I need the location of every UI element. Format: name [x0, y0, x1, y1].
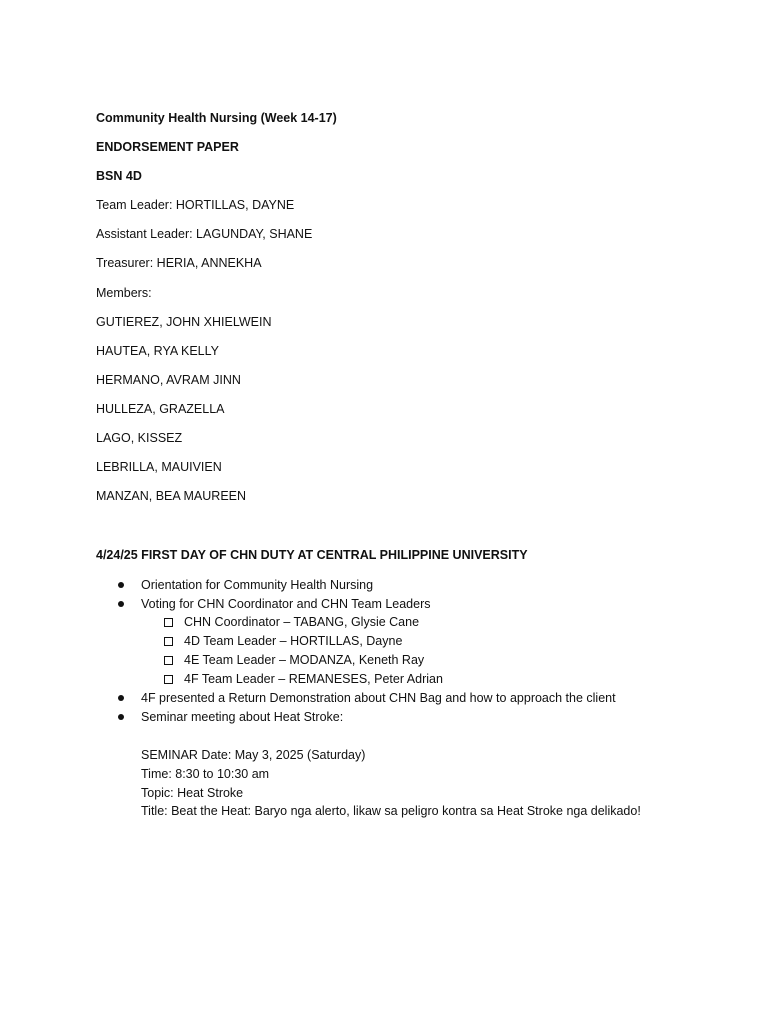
- member-item: HULLEZA, GRAZELLA: [96, 402, 225, 416]
- member-item: MANZAN, BEA MAUREEN: [96, 489, 247, 503]
- checkbox-icon: [164, 618, 173, 627]
- section-label: BSN 4D: [96, 169, 142, 183]
- duty-heading: 4/24/25 FIRST DAY OF CHN DUTY AT CENTRAL PHILIPPINE UNIVERSITY: [96, 548, 528, 562]
- member-item: HERMANO, AVRAM JINN: [96, 373, 241, 387]
- bullet-item: [118, 577, 373, 593]
- seminar-time: Time: 8:30 to 10:30 am: [141, 767, 270, 781]
- bullet-icon: [118, 695, 124, 701]
- member-item: HAUTEA, RYA KELLY: [96, 344, 219, 358]
- bullet-icon: [118, 601, 124, 607]
- course-title: Community Health Nursing (Week 14-17): [96, 111, 337, 125]
- bullet-item: [118, 596, 431, 612]
- member-item: LAGO, KISSEZ: [96, 431, 183, 445]
- sub-item-text: CHN Coordinator – TABANG, Glysie Cane: [184, 615, 420, 629]
- seminar-topic: Topic: Heat Stroke: [141, 786, 244, 800]
- bullet-text: Seminar meeting about Heat Stroke:: [141, 710, 344, 724]
- bullet-icon: [118, 582, 124, 588]
- sub-item-text: 4D Team Leader – HORTILLAS, Dayne: [184, 634, 403, 648]
- assistant-leader: Assistant Leader: LAGUNDAY, SHANE: [96, 227, 313, 241]
- checkbox-icon: [164, 637, 173, 646]
- checkbox-icon: [164, 675, 173, 684]
- sub-item-text: 4F Team Leader – REMANESES, Peter Adrian: [184, 672, 443, 686]
- treasurer: Treasurer: HERIA, ANNEKHA: [96, 256, 262, 270]
- seminar-title: Title: Beat the Heat: Baryo nga alerto, likaw sa peligro kontra sa Heat Stroke nga delikado!: [141, 804, 641, 818]
- member-item: GUTIEREZ, JOHN XHIELWEIN: [96, 315, 272, 329]
- member-item: LEBRILLA, MAUIVIEN: [96, 460, 222, 474]
- sub-item: [164, 671, 443, 687]
- sub-item: [164, 652, 424, 668]
- bullet-text: Voting for CHN Coordinator and CHN Team Leaders: [141, 597, 431, 611]
- bullet-item: [118, 690, 616, 706]
- bullet-icon: [118, 714, 124, 720]
- team-leader: Team Leader: HORTILLAS, DAYNE: [96, 198, 295, 212]
- bullet-item: [118, 709, 343, 725]
- sub-item: [164, 633, 402, 649]
- seminar-date: SEMINAR Date: May 3, 2025 (Saturday): [141, 748, 366, 762]
- members-label: Members:: [96, 286, 152, 300]
- sub-item: [164, 614, 419, 630]
- sub-item-text: 4E Team Leader – MODANZA, Keneth Ray: [184, 653, 425, 667]
- bullet-text: 4F presented a Return Demonstration about CHN Bag and how to approach the client: [141, 691, 616, 705]
- checkbox-icon: [164, 656, 173, 665]
- bullet-text: Orientation for Community Health Nursing: [141, 578, 374, 592]
- paper-title: ENDORSEMENT PAPER: [96, 140, 239, 154]
